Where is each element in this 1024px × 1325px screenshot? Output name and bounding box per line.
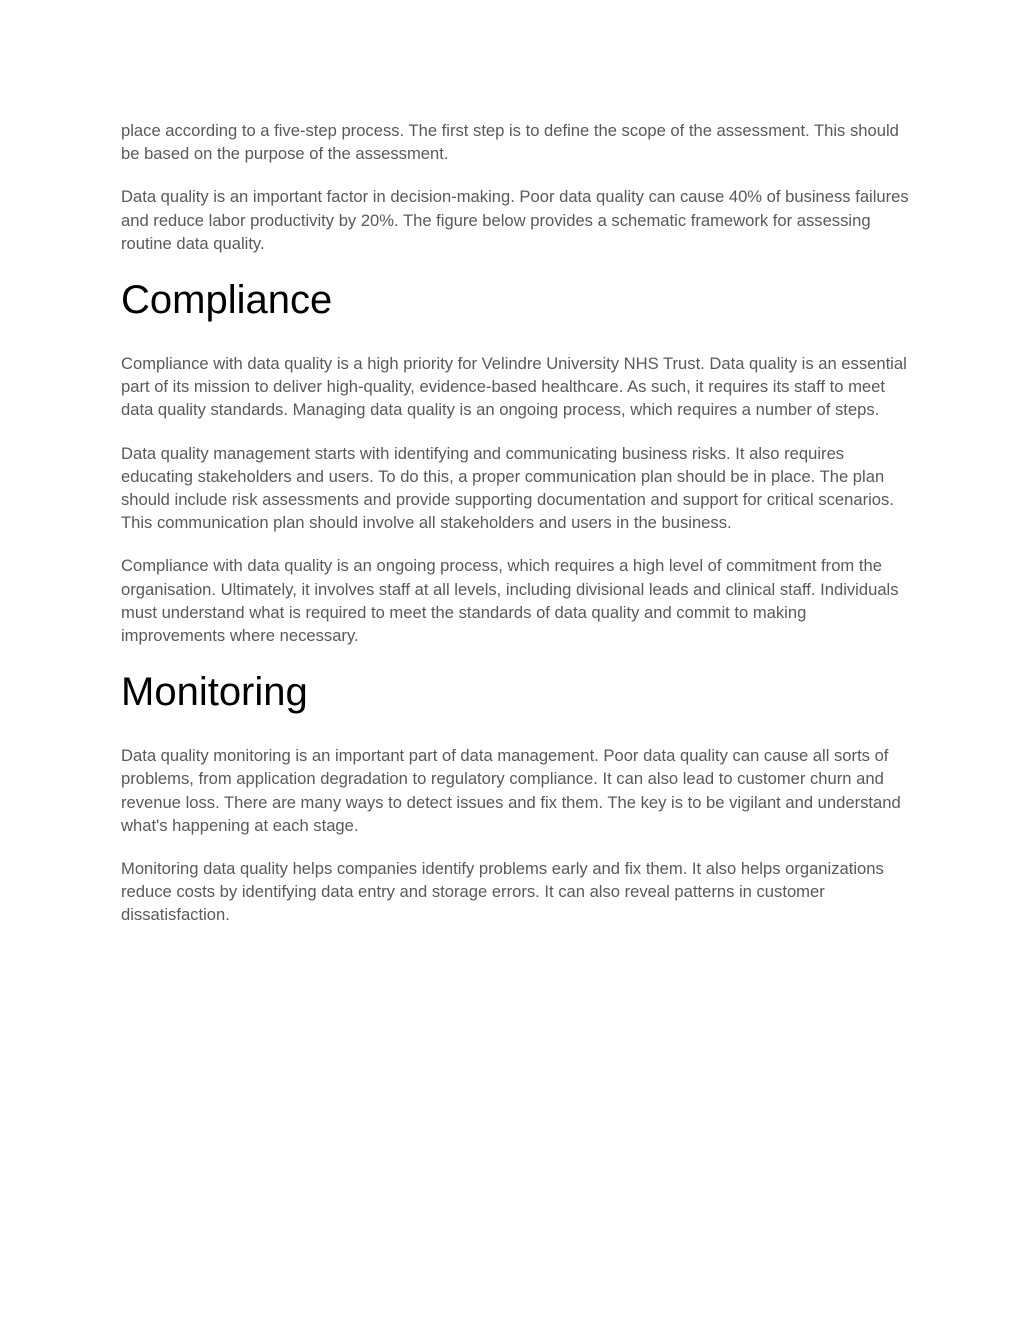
monitoring-heading: Monitoring	[121, 670, 308, 715]
monitoring-paragraph-1: Data quality monitoring is an important part of data management. Poor data quality can cause all sorts of problems, from application degradation to regulatory compliance. It can also lead to customer churn and revenue loss. There are many ways to detect issues and fix them. The key is to be vigilant and understand what's happening at each stage.	[121, 746, 901, 835]
compliance-paragraph-1: Compliance with data quality is a high priority for Velindre University NHS Trust. Data quality is an essential part of its mission to deliver high-quality, evidence-based healthcare. As such, it requires its staff to meet data quality standards. Managing data quality is an ongoing process, which requires a number of steps.	[121, 354, 907, 420]
monitoring-paragraph-2: Monitoring data quality helps companies identify problems early and fix them. It also helps organizations reduce costs by identifying data entry and storage errors. It can also reveal patterns in customer dissatisfaction.	[121, 859, 884, 925]
compliance-heading: Compliance	[121, 278, 333, 323]
compliance-paragraph-2: Data quality management starts with identifying and communicating business risks. It also requires educating stakeholders and users. To do this, a proper communication plan should be in place. The plan should include risk assessments and provide supporting documentation and support for critical scenarios. This communication plan should involve all stakeholders and users in the business.	[121, 443, 894, 533]
document-page	[121, 119, 911, 947]
compliance-paragraph-3: Compliance with data quality is an ongoing process, which requires a high level of commitment from the organisation. Ultimately, it involves staff at all levels, including divisional leads and clinical staff. Individuals must understand what is required to meet the standards of data quality and commit to making improvements where necessary.	[121, 556, 899, 646]
monitoring-section	[121, 669, 911, 926]
compliance-section	[121, 277, 911, 647]
intro-paragraph-2: Data quality is an important factor in decision-making. Poor data quality can cause 40% of business failures and reduce labor productivity by 20%. The figure below provides a schematic framework for assessing routine data quality.	[121, 187, 909, 253]
intro-paragraph-1: place according to a five-step process. The first step is to define the scope of the assessment. This should be based on the purpose of the assessment.	[121, 121, 899, 164]
